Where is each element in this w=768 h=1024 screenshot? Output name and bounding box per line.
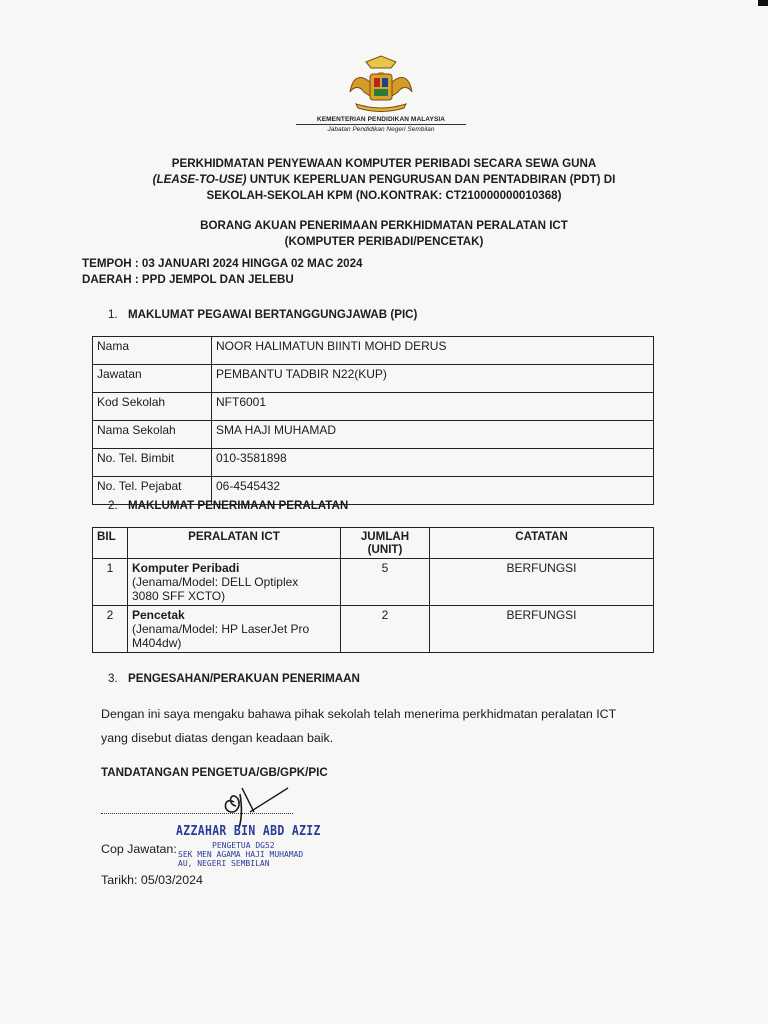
pic-label: No. Tel. Pejabat (93, 477, 212, 505)
item-model-line-2: 3080 SFF XCTO) (132, 589, 226, 603)
section-number: 1. (108, 308, 118, 321)
section-title-text: PENGESAHAN/PERAKUAN PENERIMAAN (128, 672, 360, 685)
stamp-name: AZZAHAR BIN ABD AZIZ (176, 824, 321, 839)
pic-value: 06-4545432 (212, 477, 654, 505)
pic-value: SMA HAJI MUHAMAD (212, 421, 654, 449)
heading-line-1: PERKHIDMATAN PENYEWAAN KOMPUTER PERIBADI SECARA SEWA GUNA (171, 157, 597, 170)
declaration-line-2: yang disebut diatas dengan keadaan baik. (101, 731, 334, 745)
document-heading (60, 156, 708, 204)
tempoh-text: TEMPOH : 03 JANUARI 2024 HINGGA 02 MAC 2024 (82, 257, 363, 270)
official-stamp (170, 824, 341, 868)
coat-of-arms-logo (336, 52, 426, 116)
section-number: 2. (108, 499, 118, 512)
stamp-school: SEK MEN AGAMA HAJI MUHAMAD (178, 850, 304, 859)
table-row (93, 365, 654, 393)
item-name: Komputer Peribadi (132, 561, 240, 575)
department-name: Jabatan Pendidikan Negeri Sembilan (327, 126, 435, 133)
stamp-title: PENGETUA DG52 (212, 841, 275, 850)
daerah-text: DAERAH : PPD JEMPOL DAN JELEBU (82, 273, 294, 286)
qty-header-line-2: (UNIT) (367, 543, 403, 556)
table-row (93, 559, 654, 606)
table-row (93, 606, 654, 653)
col-header-note: CATATAN (430, 528, 654, 559)
signature-label: TANDATANGAN PENGETUA/GB/GPK/PIC (101, 766, 328, 779)
table-row (93, 449, 654, 477)
date-text: Tarikh: 05/03/2024 (101, 873, 203, 887)
heading-line-3: SEKOLAH-SEKOLAH KPM (NO.KONTRAK: CT210000000010368) (206, 189, 562, 202)
declaration-line-1: Dengan ini saya mengaku bahawa pihak sekolah telah menerima perkhidmatan peralatan ICT (101, 707, 617, 721)
item-cell (128, 606, 341, 653)
pic-value: PEMBANTU TADBIR N22(KUP) (212, 365, 654, 393)
heading-line-2 (60, 172, 708, 188)
form-title (60, 218, 708, 250)
item-model-line-1: (Jenama/Model: HP LaserJet Pro (132, 622, 310, 636)
declaration-text (101, 702, 661, 750)
section-title-text: MAKLUMAT PENERIMAAN PERALATAN (128, 499, 349, 512)
section-2-title (108, 499, 348, 512)
qty-cell: 2 (341, 606, 430, 653)
page-edge-mark (758, 0, 768, 6)
form-title-line-2: (KOMPUTER PERIBADI/PENCETAK) (284, 235, 484, 248)
qty-cell: 5 (341, 559, 430, 606)
ministry-name: KEMENTERIAN PENDIDIKAN MALAYSIA (296, 116, 466, 125)
section-1-title (108, 308, 417, 321)
item-name: Pencetak (132, 608, 185, 622)
heading-italic: (LEASE-TO-USE) (152, 173, 247, 186)
table-row (93, 337, 654, 365)
equipment-table (92, 527, 654, 653)
form-title-line-1: BORANG AKUAN PENERIMAAN PERKHIDMATAN PERALATAN ICT (200, 219, 568, 232)
note-cell: BERFUNGSI (430, 559, 654, 606)
section-3-title (108, 672, 360, 685)
col-header-qty (341, 528, 430, 559)
pic-label: No. Tel. Bimbit (93, 449, 212, 477)
item-model-line-1: (Jenama/Model: DELL Optiplex (132, 575, 299, 589)
section-title-text: MAKLUMAT PEGAWAI BERTANGGUNGJAWAB (PIC) (128, 308, 418, 321)
period-info (82, 256, 362, 288)
bil-cell: 1 (93, 559, 128, 606)
bil-cell: 2 (93, 606, 128, 653)
cop-jawatan-label: Cop Jawatan: (101, 842, 177, 856)
table-row (93, 421, 654, 449)
table-header-row (93, 528, 654, 559)
pic-label: Nama (93, 337, 212, 365)
note-cell: BERFUNGSI (430, 606, 654, 653)
heading-line-2-rest: UNTUK KEPERLUAN PENGURUSAN DAN PENTADBIRAN (PDT) DI (246, 173, 616, 186)
pic-value: NOOR HALIMATUN BIINTI MOHD DERUS (212, 337, 654, 365)
col-header-bil: BIL (93, 528, 128, 559)
pic-label: Kod Sekolah (93, 393, 212, 421)
item-model-line-2: M404dw) (132, 636, 182, 650)
stamp-state: AU, NEGERI SEMBILAN (178, 859, 270, 868)
ministry-header (296, 116, 466, 133)
pic-label: Nama Sekolah (93, 421, 212, 449)
pic-table (92, 336, 654, 505)
pic-value: 010-3581898 (212, 449, 654, 477)
section-number: 3. (108, 672, 118, 685)
pic-label: Jawatan (93, 365, 212, 393)
col-header-item: PERALATAN ICT (128, 528, 341, 559)
qty-header-line-1: JUMLAH (360, 530, 410, 543)
pic-value: NFT6001 (212, 393, 654, 421)
table-row (93, 393, 654, 421)
item-cell (128, 559, 341, 606)
